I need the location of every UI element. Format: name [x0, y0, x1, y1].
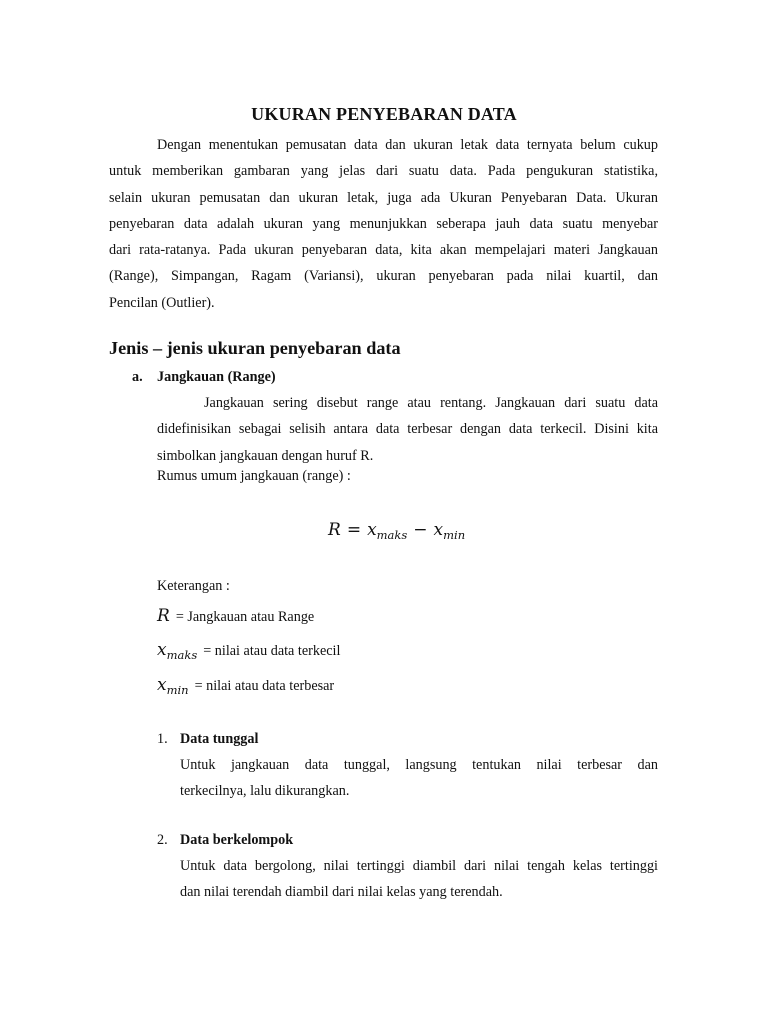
- formula-equals: =: [346, 520, 362, 540]
- formula-x-maks: x: [367, 520, 377, 540]
- subitem-1-line: terkecilnya, lalu dikurangkan.: [180, 783, 350, 800]
- legend-desc: = Jangkauan atau Range: [175, 609, 315, 625]
- legend-row-x-min: [157, 675, 334, 697]
- subitem-2-line: Untuk data bergolong, nilai tertinggi diambil dari nilai tengah kelas tertinggi: [180, 858, 658, 874]
- formula-sub-min: min: [443, 528, 466, 542]
- item-a-line: Jangkauan sering disebut range atau rentang. Jangkauan dari suatu data: [204, 395, 658, 411]
- section-heading: Jenis – jenis ukuran penyebaran data: [109, 338, 401, 358]
- legend-desc: = nilai atau data terbesar: [194, 678, 335, 694]
- intro-paragraph: [109, 132, 658, 316]
- subitem-1-line: Untuk jangkauan data tunggal, langsung tentukan nilai terbesar dan: [180, 757, 658, 773]
- item-a-line: simbolkan jangkauan dengan huruf R.: [157, 447, 374, 464]
- intro-line: penyebaran data adalah ukuran yang menunjukkan seberapa jauh data suatu menyebar: [109, 215, 658, 232]
- legend-symbol: x: [157, 640, 167, 660]
- item-a-marker: a.: [132, 369, 143, 385]
- formula-lhs: R: [328, 520, 341, 540]
- legend-row-r: [157, 606, 314, 626]
- intro-line: Pencilan (Outlier).: [109, 294, 215, 311]
- subitem-1-paragraph: [180, 752, 658, 805]
- item-a-paragraph: [157, 390, 658, 469]
- intro-line: untuk memberikan gambaran yang jelas dari suatu data. Pada pengukuran statistika,: [109, 163, 658, 180]
- legend-symbol: x: [157, 675, 167, 695]
- document-title: UKURAN PENYEBARAN DATA: [251, 104, 517, 124]
- intro-line: dari rata-ratanya. Pada ukuran penyebaran data, kita akan mempelajari materi Jangkauan: [109, 242, 658, 259]
- legend-row-x-maks: [157, 640, 340, 662]
- subitem-2-marker: 2.: [157, 832, 168, 848]
- intro-line: Dengan menentukan pemusatan data dan ukuran letak data ternyata belum cukup: [157, 137, 658, 153]
- formula-minus: −: [413, 520, 428, 540]
- legend-symbol: R: [157, 606, 170, 626]
- keterangan-label: Keterangan :: [157, 578, 230, 594]
- subitem-1-marker: 1.: [157, 731, 168, 747]
- subitem-2-paragraph: [180, 853, 658, 906]
- formula-sub-maks: maks: [376, 528, 408, 542]
- intro-line: selain ukuran pemusatan dan ukuran letak, juga ada Ukuran Penyebaran Data. Ukuran: [109, 189, 658, 206]
- subitem-1-title: Data tunggal: [180, 731, 259, 747]
- legend-subscript: maks: [166, 648, 198, 662]
- range-formula: [328, 520, 465, 542]
- formula-intro: Rumus umum jangkauan (range) :: [157, 468, 351, 484]
- legend-subscript: min: [166, 683, 189, 697]
- legend-desc: = nilai atau data terkecil: [203, 643, 341, 659]
- subitem-2-title: Data berkelompok: [180, 832, 294, 848]
- intro-line: (Range), Simpangan, Ragam (Variansi), ukuran penyebaran pada nilai kuartil, dan: [109, 268, 658, 285]
- item-a-line: didefinisikan sebagai selisih antara data terbesar dengan data terkecil. Disini kita: [157, 421, 658, 438]
- formula-x-min: x: [433, 520, 444, 540]
- subitem-2-line: dan nilai terendah diambil dari nilai kelas yang terendah.: [180, 884, 503, 901]
- item-a-title: Jangkauan (Range): [157, 369, 276, 385]
